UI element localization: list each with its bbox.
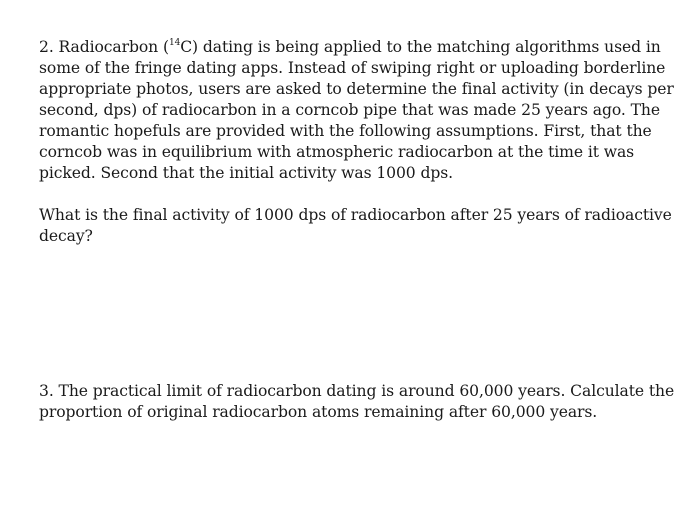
document-page [39, 37, 694, 421]
question-2-paragraph [39, 37, 694, 184]
question-2-body: C) dating is being applied to the matching algorithms used in some of the fringe dating apps. Instead of swiping right or uploading borderline appropriate photos, users are asked to determine the final activity (in decays per second, dps) of radiocarbon in a corncob pipe that was made 25 years ago. The romantic hopefuls are provided with the following assumptions. First, that the corncob was in equilibrium with atmospheric radiocarbon at the time it was picked. Second that the initial activity was 1000 dps. [39, 38, 674, 182]
isotope-superscript: 14 [168, 37, 181, 48]
question-3-paragraph: 3. The practical limit of radiocarbon dating is around 60,000 years. Calculate the proportion of original radiocarbon atoms remaining after 60,000 years. [39, 382, 675, 421]
question-2-intro: 2. Radiocarbon ( [39, 38, 169, 56]
question-2-prompt: What is the final activity of 1000 dps of radiocarbon after 25 years of radioactive decay? [39, 206, 672, 245]
